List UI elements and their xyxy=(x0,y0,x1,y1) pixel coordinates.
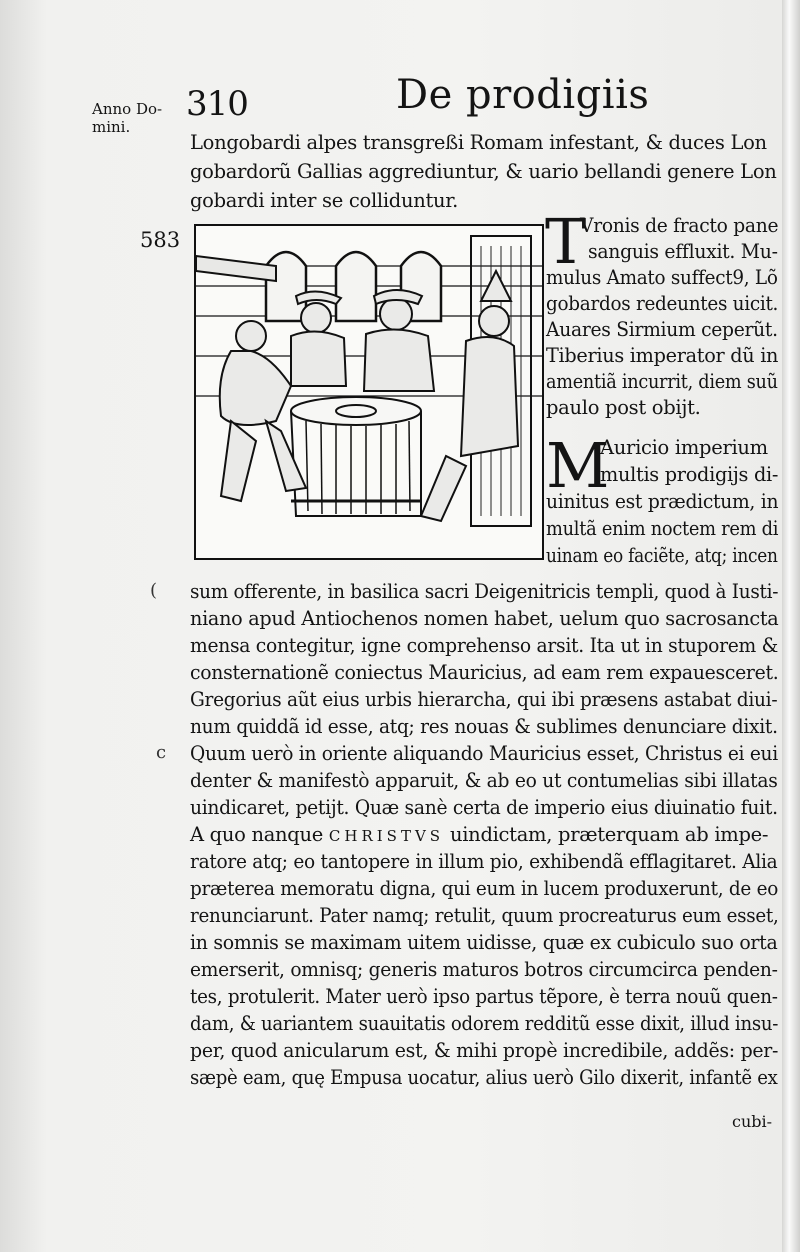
body-line: dam, & uariantem suauitatis odorem redditũ esse dixit, illud insu- xyxy=(190,1012,779,1035)
christus-smallcaps: CHRISTVS xyxy=(328,827,445,845)
body-line: sum offerente, in basilica sacri Deigenitricis templi, quod à Iusti- xyxy=(190,580,779,603)
body-line: emerserit, omnisq; generis maturos botros circumcirca penden- xyxy=(190,958,778,981)
page-fold xyxy=(782,0,800,1252)
body-line-end: uindictam, præterquam ab impe- xyxy=(449,823,769,846)
body-line-start: A quo nanque xyxy=(190,823,323,846)
dropcap-t: T xyxy=(545,205,587,278)
intro-line: gobardorũ Gallias aggrediuntur, & uario bellandi genere Lon xyxy=(190,160,777,183)
body-line-christus xyxy=(190,823,768,846)
paragraph1-line: gobardos redeuntes uicit. xyxy=(546,292,779,315)
body-line: renunciarunt. Pater namq; retulit, quum procreaturus eum esset, xyxy=(190,904,779,927)
running-title: De prodigiis xyxy=(396,72,650,118)
body-line: consternationẽ coniectus Mauricius, ad eam rem expauesceret. xyxy=(190,661,779,684)
intro-line: Longobardi alpes transgreßi Romam infestant, & duces Lon xyxy=(190,131,767,154)
paragraph2-narrow-line: Auricio imperium xyxy=(600,436,768,459)
catchword: cubi- xyxy=(732,1112,773,1131)
margin-year: 583 xyxy=(140,228,181,252)
paragraph2-narrow-line: uinam eo faciẽte, atq; incen xyxy=(546,544,778,567)
paragraph1-line: Auares Sirmium ceperũt. xyxy=(546,318,778,341)
body-line: mensa contegitur, igne comprehenso arsit. Ita ut in stuporem & xyxy=(190,634,779,657)
body-line: Quum uerò in oriente aliquando Mauricius esset, Christus ei eui xyxy=(190,742,778,765)
margin-note-mini: mini. xyxy=(92,118,131,136)
body-line: tes, protulerit. Mater uerò ipso partus tẽpore, è terra nouũ quen- xyxy=(190,985,778,1008)
margin-mark: ( xyxy=(150,580,158,601)
intro-line: gobardi inter se colliduntur. xyxy=(190,189,459,212)
paragraph1-line: paulo post obijt. xyxy=(546,396,701,419)
body-line: præterea memoratu digna, qui eum in lucem produxerunt, de eo xyxy=(190,877,779,900)
body-line: niano apud Antiochenos nomen habet, uelum quo sacrosancta xyxy=(190,607,779,630)
paragraph1-line: Vronis de fracto pane xyxy=(580,214,779,237)
body-line: in somnis se maximam uitem uidisse, quæ ex cubiculo suo orta xyxy=(190,931,778,954)
paragraph1-line: amentiã incurrit, diem suũ xyxy=(546,370,778,393)
paragraph2-narrow-line: uinitus est prædictum, in xyxy=(546,490,779,513)
paragraph2-narrow-line: multã enim noctem rem di xyxy=(546,517,779,540)
body-line: ratore atq; eo tantopere in illum pio, exhibendã efflagitaret. Alia xyxy=(190,850,778,873)
page-number: 310 xyxy=(186,84,248,124)
margin-note-anno: Anno Do- xyxy=(92,100,163,118)
body-line: uindicaret, petijt. Quæ sanè certa de imperio eius diuinatio fuit. xyxy=(190,796,778,819)
paragraph2-narrow-line: multis prodigijs di- xyxy=(600,463,779,486)
paragraph1-line: mulus Amato suffect9, Lõ xyxy=(546,266,778,289)
woodcut-illustration xyxy=(194,224,544,560)
body-line: Gregorius aũt eius urbis hierarcha, qui ibi præsens astabat diui- xyxy=(190,688,778,711)
paragraph1-line: Tiberius imperator dũ in xyxy=(546,344,779,367)
dropcap-m: M xyxy=(546,429,610,502)
body-line: per, quod anicularum est, & mihi propè incredibile, addẽs: per- xyxy=(190,1039,779,1062)
body-line: num quiddã id esse, atq; res nouas & sublimes denunciare dixit. xyxy=(190,715,778,738)
paragraph1-line: sanguis effluxit. Mu- xyxy=(588,240,778,263)
margin-mark: c xyxy=(156,742,167,763)
body-line: denter & manifestò apparuit, & ab eo ut contumelias sibi illatas xyxy=(190,769,778,792)
body-line: sæpè eam, quę Empusa uocatur, alius uerò Gilo dixerit, infantẽ ex xyxy=(190,1066,778,1089)
